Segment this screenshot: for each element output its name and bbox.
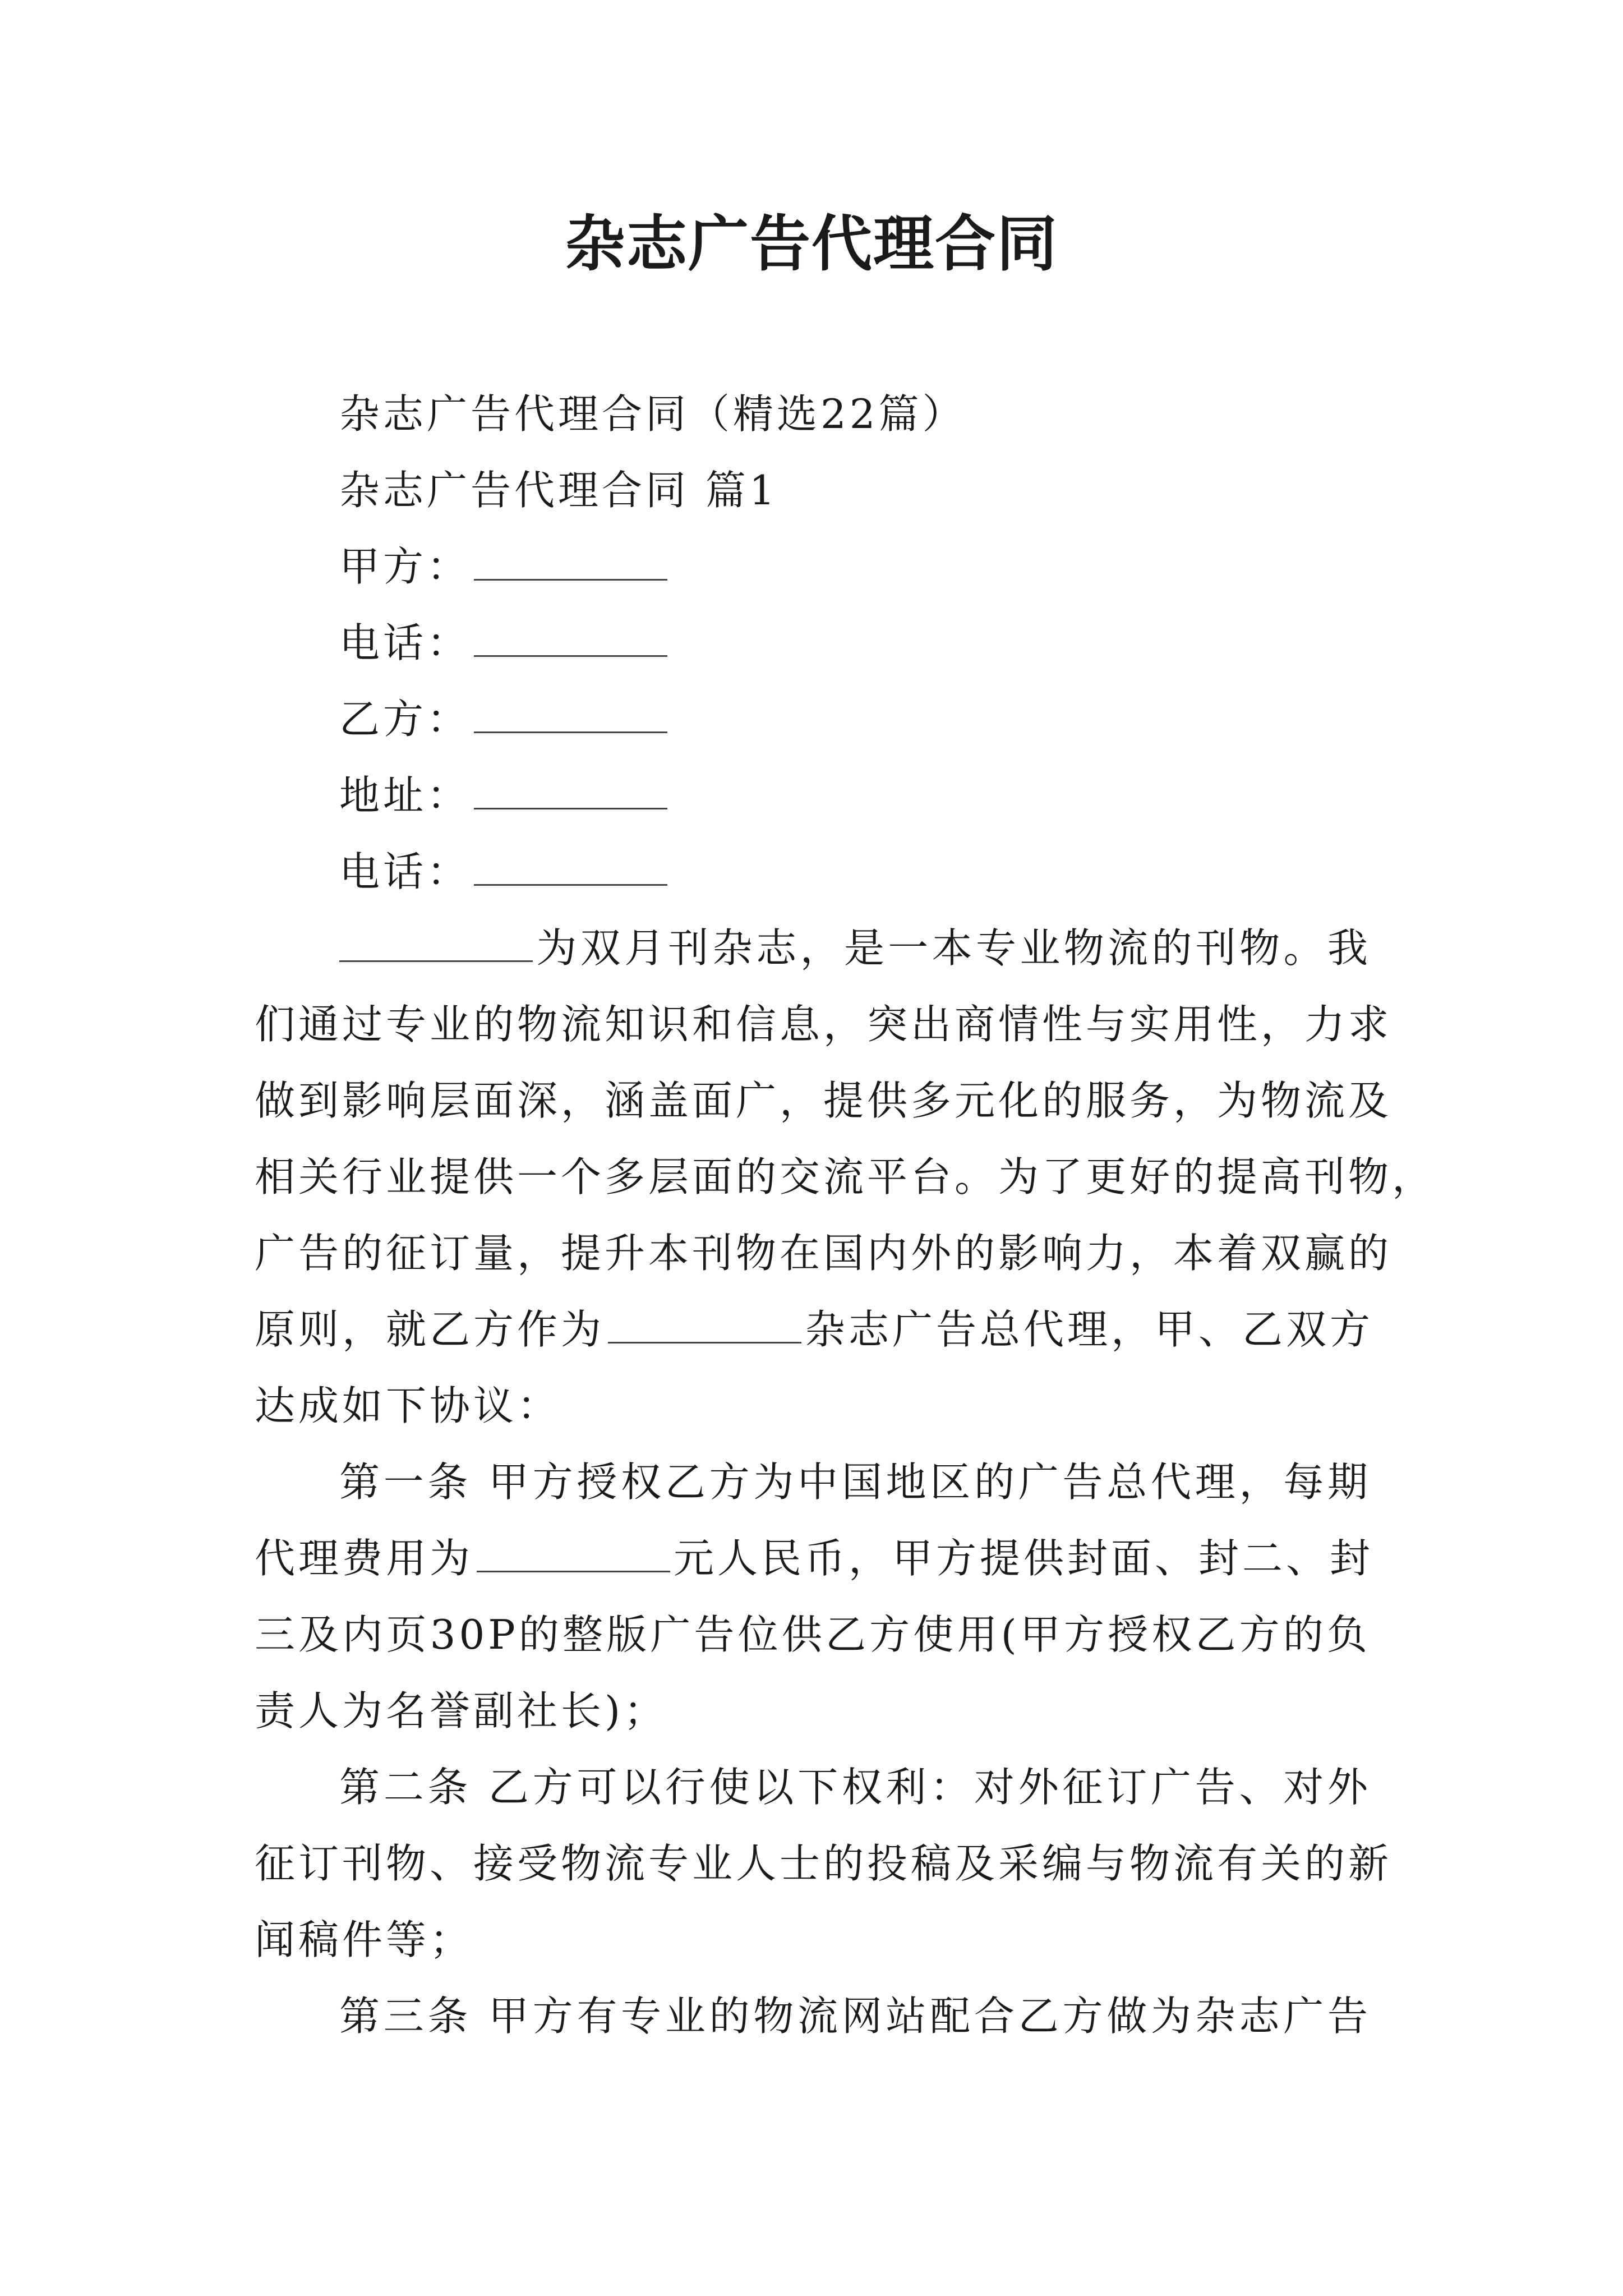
magazine-name-blank-2 <box>608 1308 801 1343</box>
address-label: 地址： <box>339 772 471 819</box>
paragraph-text: 杂志广告总代理，甲、乙双方 <box>805 1306 1374 1353</box>
phone-blank-1 <box>474 622 667 657</box>
paragraph-line: 达成如下协议： <box>255 1382 561 1429</box>
paragraph-line: 做到影响层面深，涵盖面广，提供多元化的服务，为物流及 <box>255 1077 1393 1124</box>
article-1-line: 责人为名誉副社长)； <box>255 1687 668 1734</box>
article-2-line: 第二条 乙方可以行使以下权利：对外征订广告、对外 <box>339 1764 1371 1811</box>
address-field <box>339 767 1371 823</box>
party-a-field <box>339 539 1371 595</box>
address-blank <box>474 774 667 809</box>
paragraph-line: 们通过专业的物流知识和信息，突出商情性与实用性，力求 <box>255 1001 1393 1048</box>
fee-blank <box>477 1537 670 1572</box>
party-b-blank <box>474 698 667 733</box>
paragraph-line <box>339 920 1371 976</box>
paragraph-line: 相关行业提供一个多层面的交流平台。为了更好的提高刊物， <box>255 1153 1436 1200</box>
article-1-line <box>255 1530 1374 1586</box>
phone-blank-2 <box>474 850 667 886</box>
document-title: 杂志广告代理合同 <box>564 209 1058 279</box>
party-b-field <box>339 691 1371 747</box>
party-b-label: 乙方： <box>339 696 471 743</box>
paragraph-line: 广告的征订量，提升本刊物在国内外的影响力，本着双赢的 <box>255 1230 1393 1277</box>
article-1-line: 三及内页30P的整版广告位供乙方使用(甲方授权乙方的负 <box>255 1611 1371 1658</box>
paragraph-text: 为双月刊杂志，是一本专业物流的刊物。我 <box>536 924 1371 972</box>
phone-label-1: 电话： <box>339 619 471 666</box>
phone-label-2: 电话： <box>339 848 471 895</box>
section-heading: 杂志广告代理合同 篇1 <box>339 467 778 514</box>
phone-field-2 <box>339 844 1371 900</box>
magazine-name-blank <box>339 927 533 962</box>
phone-field-1 <box>339 615 1371 671</box>
party-a-label: 甲方： <box>339 543 471 590</box>
paragraph-text: 原则，就乙方作为 <box>255 1306 605 1353</box>
article-2-line: 征订刊物、接受物流专业人士的投稿及采编与物流有关的新 <box>255 1840 1393 1887</box>
paragraph-text: 代理费用为 <box>255 1535 474 1582</box>
party-a-blank <box>474 545 667 581</box>
article-3-line: 第三条 甲方有专业的物流网站配合乙方做为杂志广告 <box>339 1993 1371 2040</box>
paragraph-line <box>255 1301 1374 1358</box>
article-2-line: 闻稿件等； <box>255 1916 474 1963</box>
article-1-line: 第一条 甲方授权乙方为中国地区的广告总代理，每期 <box>339 1458 1371 1506</box>
paragraph-text: 元人民币，甲方提供封面、封二、封 <box>674 1535 1374 1582</box>
document-subtitle: 杂志广告代理合同（精选22篇） <box>339 390 966 438</box>
